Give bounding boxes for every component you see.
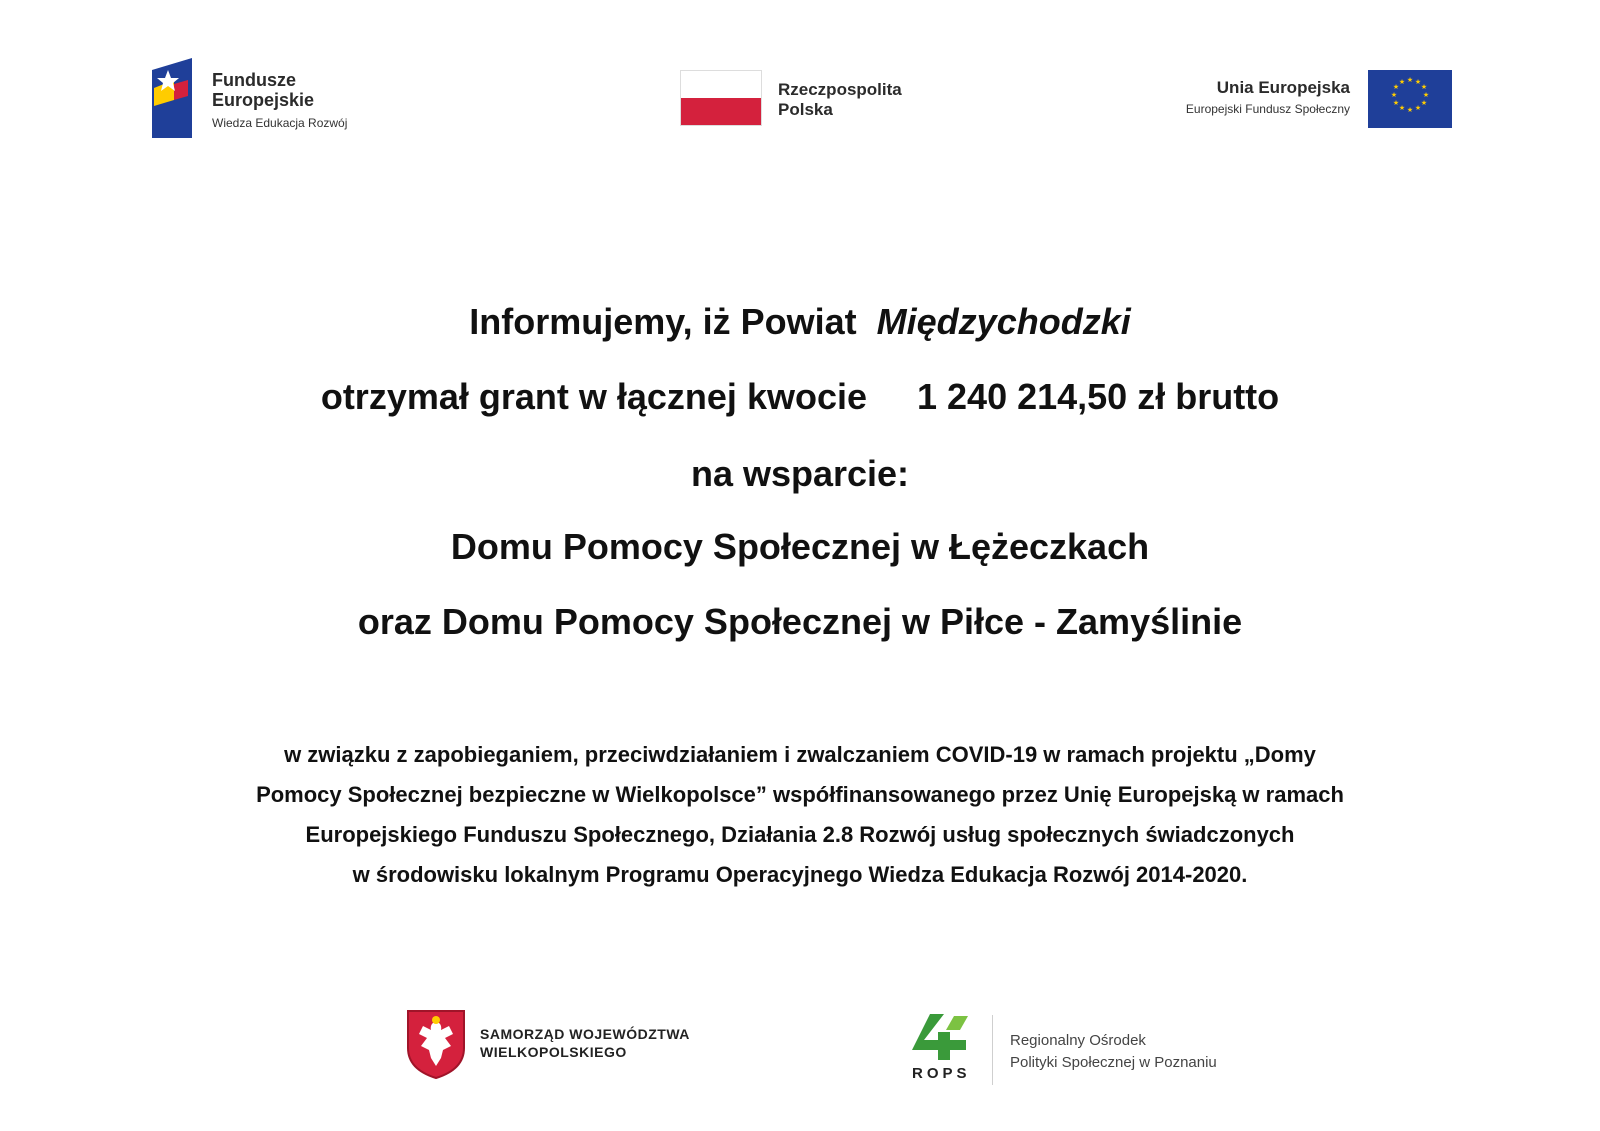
details-line2: Pomocy Społecznej bezpieczne w Wielkopolsce” współfinansowanego przez Unię Europejską w ramach	[256, 782, 1344, 807]
fundusze-europejskie-logo-icon	[152, 58, 196, 138]
fundusze-line2: Europejskie	[212, 90, 315, 110]
announcement-line1-prefix: Informujemy, iż Powiat	[469, 301, 857, 342]
announcement-line2-prefix: otrzymał grant w łącznej kwocie	[320, 376, 867, 417]
announcement-line2	[0, 375, 1600, 419]
wielkopolska-line2: WIELKOPOLSKIEGO	[480, 1044, 627, 1060]
svg-text:★: ★	[1414, 78, 1422, 86]
svg-text:★: ★	[1390, 91, 1398, 99]
svg-text:★: ★	[1414, 104, 1422, 112]
svg-text:★: ★	[1422, 91, 1430, 99]
details-line1: w związku z zapobieganiem, przeciwdziałaniem i zwalczaniem COVID-19 w ramach projektu „Domy	[284, 742, 1316, 767]
announcement-line5: oraz Domu Pomocy Społecznej w Piłce - Zamyślinie	[357, 601, 1243, 642]
details-line4: w środowisku lokalnym Programu Operacyjnego Wiedza Edukacja Rozwój 2014-2020.	[352, 862, 1248, 887]
fundusze-europejskie-title	[212, 70, 314, 110]
announcement-line4: Domu Pomocy Społecznej w Łężeczkach	[450, 526, 1150, 567]
announcement-line3: na wsparcie:	[690, 453, 910, 494]
poland-flag-icon	[680, 70, 762, 126]
svg-text:★: ★	[1392, 83, 1400, 91]
poland-line1: Rzeczpospolita	[778, 80, 902, 99]
svg-text:★: ★	[1420, 99, 1428, 107]
fundusze-line1: Fundusze	[212, 70, 296, 90]
white-eagle-crest-icon	[405, 1008, 467, 1080]
rops-line1: Regionalny Ośrodek	[1010, 1032, 1146, 1049]
rops-logo-icon	[910, 1012, 980, 1062]
announcement-amount: 1 240 214,50 zł brutto	[917, 376, 1280, 417]
poland-label	[778, 80, 902, 120]
svg-text:★: ★	[1406, 76, 1414, 84]
svg-text:★: ★	[1398, 104, 1406, 112]
rops-label	[1010, 1030, 1217, 1074]
announcement-county: Międzychodzki	[876, 301, 1131, 342]
fundusze-subtitle: Wiedza Edukacja Rozwój	[212, 116, 348, 130]
announcement-line1	[0, 300, 1600, 344]
rops-name: ROPS	[912, 1065, 971, 1082]
svg-text:★: ★	[1398, 78, 1406, 86]
eu-title: Unia Europejska	[1216, 78, 1350, 97]
svg-text:★: ★	[1406, 106, 1414, 114]
details-paragraph	[140, 735, 1460, 895]
wielkopolska-line1: SAMORZĄD WOJEWÓDZTWA	[480, 1026, 690, 1042]
eu-flag-icon	[1368, 70, 1452, 128]
rops-line2: Polityki Społecznej w Poznaniu	[1010, 1054, 1217, 1071]
poland-line2: Polska	[778, 100, 833, 119]
svg-text:★: ★	[1420, 83, 1428, 91]
details-line3: Europejskiego Funduszu Społecznego, Działania 2.8 Rozwój usług społecznych świadczonych	[305, 822, 1295, 847]
rops-divider	[992, 1015, 993, 1085]
eu-subtitle: Europejski Fundusz Społeczny	[1185, 102, 1350, 116]
svg-text:★: ★	[1392, 99, 1400, 107]
wielkopolska-label	[480, 1025, 690, 1061]
